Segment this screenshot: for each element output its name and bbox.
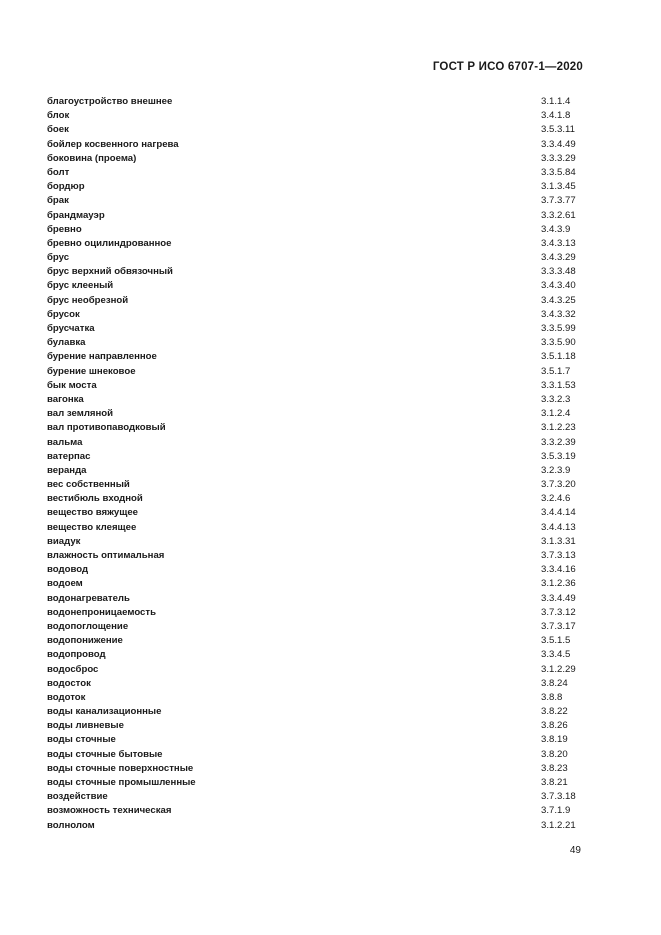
index-term: виадук (47, 535, 81, 547)
index-term: брус (47, 252, 70, 264)
index-entry (47, 180, 597, 194)
index-entry (47, 819, 597, 833)
index-entry (47, 279, 597, 293)
index-term: боек (47, 124, 69, 136)
index-entry (47, 492, 597, 506)
index-reference: 3.7.3.20 (541, 479, 576, 491)
index-entry (47, 663, 597, 677)
index-reference: 3.3.2.61 (541, 209, 576, 221)
index-term: водопровод (47, 649, 106, 661)
index-reference: 3.7.1.9 (541, 805, 571, 817)
index-reference: 3.8.8 (541, 691, 563, 703)
index-term: воды сточные (47, 734, 116, 746)
index-reference: 3.5.1.18 (541, 351, 576, 363)
index-term: бурение шнековое (47, 365, 136, 377)
index-term: волнолом (47, 819, 95, 831)
index-reference: 3.4.3.29 (541, 252, 576, 264)
index-reference: 3.3.5.99 (541, 323, 576, 334)
index-reference: 3.4.4.13 (541, 521, 576, 533)
index-entry (47, 265, 597, 279)
page-number: 49 (569, 845, 581, 856)
index-reference: 3.2.4.6 (541, 493, 571, 505)
index-term: боковина (проема) (47, 152, 137, 164)
index-entry (47, 393, 597, 407)
index-entry (47, 194, 597, 208)
index-term: возможность техническая (47, 805, 172, 817)
index-term: вестибюль входной (47, 493, 143, 505)
index-term: водонагреватель (47, 592, 130, 604)
index-term: бойлер косвенного нагрева (47, 138, 179, 150)
index-reference: 3.1.1.4 (541, 96, 571, 107)
index-entry (47, 634, 597, 648)
index-entry (47, 166, 597, 180)
index-reference: 3.3.4.5 (541, 649, 571, 661)
index-reference: 3.4.4.14 (541, 507, 576, 519)
index-entry (47, 322, 597, 336)
index-term: воды ливневые (47, 720, 124, 732)
index-reference: 3.2.3.9 (541, 464, 571, 476)
index-entry (47, 365, 597, 379)
index-entry (47, 748, 597, 762)
index-reference: 3.5.1.7 (541, 365, 571, 377)
index-entry (47, 719, 597, 733)
index-entry (47, 308, 597, 322)
index-entry (47, 464, 597, 478)
index-reference: 3.3.3.48 (541, 266, 576, 278)
index-term: водопонижение (47, 635, 123, 647)
index-term: вес собственный (47, 479, 130, 491)
index-term: ватерпас (47, 450, 91, 462)
index-reference: 3.5.1.5 (541, 635, 571, 647)
index-reference: 3.8.24 (541, 677, 568, 689)
index-term: булавка (47, 337, 86, 349)
index-entry (47, 379, 597, 393)
index-term: воды сточные поверхностные (47, 762, 194, 774)
index-term: блок (47, 110, 70, 122)
index-term: воздействие (47, 791, 108, 803)
index-entry (47, 606, 597, 620)
index-reference: 3.4.3.25 (541, 294, 576, 306)
index-reference: 3.4.3.40 (541, 280, 576, 292)
index-entry (47, 294, 597, 308)
index-term: благоустройство внешнее (47, 96, 173, 107)
index-term: водовод (47, 564, 89, 576)
standard-designation: ГОСТ Р ИСО 6707-1—2020 (432, 61, 583, 73)
index-entry (47, 776, 597, 790)
index-term: вещество вяжущее (47, 507, 139, 519)
index-reference: 3.4.3.9 (541, 223, 571, 235)
index-reference: 3.8.19 (541, 734, 568, 746)
index-entry (47, 535, 597, 549)
index-entry (47, 620, 597, 634)
document-header (433, 61, 583, 73)
index-entry (47, 109, 597, 123)
index-reference: 3.3.2.39 (541, 436, 576, 448)
index-reference: 3.4.3.13 (541, 237, 576, 249)
index-entry (47, 336, 597, 350)
index-reference: 3.3.5.84 (541, 166, 576, 178)
index-entry (47, 677, 597, 691)
index-term: водосброс (47, 663, 99, 675)
index-reference: 3.3.5.90 (541, 337, 576, 349)
index-term: брус верхний обвязочный (47, 266, 173, 278)
index-reference: 3.1.2.36 (541, 578, 576, 590)
index-reference: 3.1.2.4 (541, 408, 571, 420)
index-entry (47, 790, 597, 804)
index-reference: 3.1.2.23 (541, 422, 576, 434)
index-entry (47, 563, 597, 577)
index-reference: 3.3.4.49 (541, 592, 576, 604)
index-term: водоток (47, 691, 86, 703)
index-entry (47, 506, 597, 520)
index-term: водопоглощение (47, 620, 129, 632)
index-term: брус клееный (47, 280, 114, 292)
index-reference: 3.3.3.29 (541, 152, 576, 164)
index-reference: 3.5.3.19 (541, 450, 576, 462)
index-term: вал противопаводковый (47, 422, 166, 434)
index-entry (47, 521, 597, 535)
index-entry (47, 691, 597, 705)
index-entry (47, 804, 597, 818)
index-term: брандмауэр (47, 209, 105, 221)
index-reference: 3.8.20 (541, 748, 568, 760)
index-reference: 3.8.23 (541, 762, 568, 774)
alphabetical-index (47, 95, 597, 833)
index-entry (47, 648, 597, 662)
index-reference: 3.4.3.32 (541, 308, 576, 320)
index-reference: 3.7.3.17 (541, 620, 576, 632)
index-term: вальма (47, 436, 83, 448)
index-entry (47, 350, 597, 364)
index-reference: 3.7.3.12 (541, 606, 576, 618)
index-entry (47, 223, 597, 237)
index-entry (47, 138, 597, 152)
index-entry (47, 478, 597, 492)
index-entry (47, 251, 597, 265)
index-term: веранда (47, 464, 87, 476)
index-term: водоем (47, 578, 83, 590)
index-term: вещество клеящее (47, 521, 137, 533)
index-reference: 3.3.4.49 (541, 138, 576, 150)
index-entry (47, 762, 597, 776)
index-reference: 3.3.2.3 (541, 393, 571, 405)
index-entry (47, 436, 597, 450)
index-entry (47, 209, 597, 223)
index-term: водонепроницаемость (47, 606, 156, 618)
index-term: воды сточные бытовые (47, 748, 163, 760)
index-entry (47, 152, 597, 166)
index-term: брус необрезной (47, 294, 129, 306)
index-term: вал земляной (47, 408, 114, 420)
index-reference: 3.5.3.11 (541, 124, 575, 136)
index-reference: 3.7.3.13 (541, 550, 576, 561)
index-reference: 3.1.2.21 (541, 819, 576, 831)
index-term: бревно (47, 223, 82, 235)
index-reference: 3.3.1.53 (541, 379, 576, 391)
index-entry (47, 123, 597, 137)
index-term: водосток (47, 677, 91, 689)
index-term: бурение направленное (47, 351, 157, 363)
index-entry (47, 450, 597, 464)
index-entry (47, 95, 597, 109)
index-term: бык моста (47, 379, 97, 391)
index-reference: 3.8.22 (541, 706, 568, 718)
index-term: бревно оцилиндрованное (47, 237, 172, 249)
index-term: воды канализационные (47, 706, 162, 718)
index-reference: 3.1.2.29 (541, 663, 576, 675)
index-reference: 3.7.3.18 (541, 791, 576, 803)
index-entry (47, 421, 597, 435)
index-term: брусчатка (47, 323, 95, 334)
index-term: болт (47, 166, 70, 178)
index-entry (47, 577, 597, 591)
index-reference: 3.1.3.45 (541, 181, 576, 193)
index-entry (47, 237, 597, 251)
index-term: влажность оптимальная (47, 550, 165, 561)
index-entry (47, 549, 597, 563)
index-reference: 3.4.1.8 (541, 110, 571, 122)
index-reference: 3.3.4.16 (541, 564, 576, 576)
index-entry (47, 407, 597, 421)
index-reference: 3.1.3.31 (541, 535, 576, 547)
index-term: брусок (47, 308, 80, 320)
index-term: вагонка (47, 393, 84, 405)
index-term: бордюр (47, 181, 85, 193)
index-entry (47, 733, 597, 747)
index-term: воды сточные промышленные (47, 777, 196, 788)
index-reference: 3.7.3.77 (541, 195, 576, 207)
index-entry (47, 592, 597, 606)
index-entry (47, 705, 597, 719)
index-reference: 3.8.21 (541, 777, 568, 788)
index-reference: 3.8.26 (541, 720, 568, 732)
index-term: брак (47, 195, 69, 207)
